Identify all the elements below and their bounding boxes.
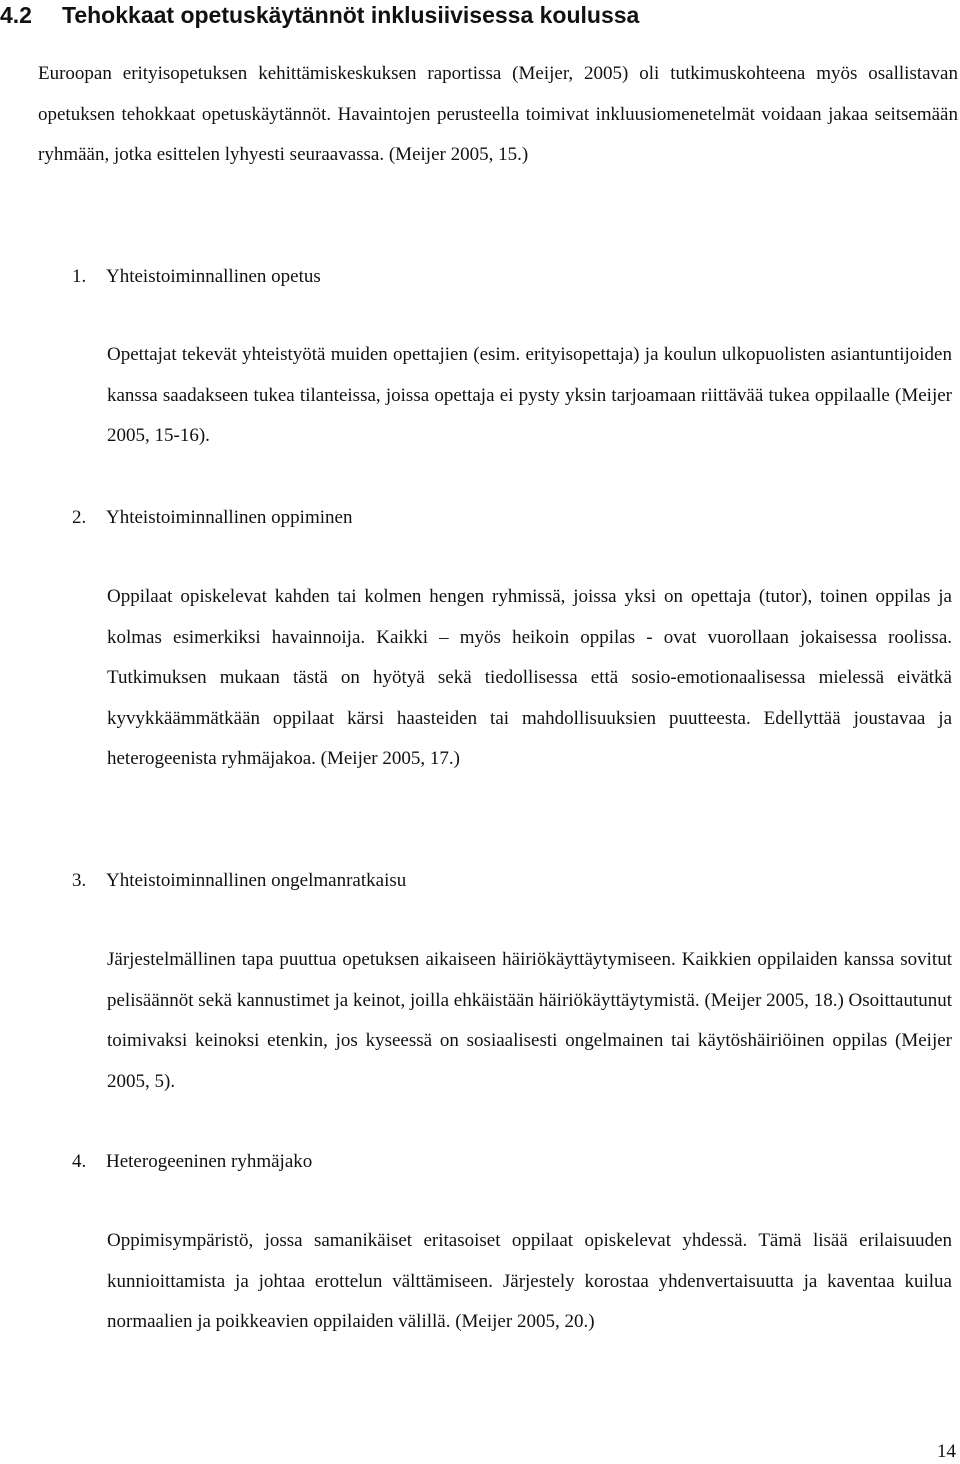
item-4-body: Oppimisympäristö, jossa samanikäiset eritasoiset oppilaat opiskelevat yhdessä. Tämä lisää erilaisuuden kunnioittamista ja johtaa erottelun välttämiseen. Järjestely korostaa yhdenvertaisuutta ja kaventaa kuilua normaalien ja poikkeavien oppilaiden välillä. (Meijer 2005, 20.) xyxy=(107,1230,952,1332)
item-1-heading xyxy=(72,262,321,292)
item-1-number: 1. xyxy=(72,266,87,287)
section-title: Tehokkaat opetuskäytännöt inklusiivisessa koulussa xyxy=(62,2,640,28)
item-3-number: 3. xyxy=(72,870,87,891)
item-2-body: Oppilaat opiskelevat kahden tai kolmen hengen ryhmissä, joissa yksi on opettaja (tutor), toinen oppilas ja kolmas esimerkiksi havainnoija. Kaikki – myös heikoin oppilas - ovat vuorollaan jokaisessa roolissa. Tutkimuksen mukaan tästä on hyötyä sekä tiedollisessa että sosio-emotionaalisessa mielessä eivätkä kyvykkäämmätkään oppilaat kärsi haasteiden tai mahdollisuuksien puutteesta. Edellyttää joustavaa ja heterogeenista ryhmäjakoa. (Meijer 2005, 17.) xyxy=(107,586,952,769)
item-4-number: 4. xyxy=(72,1151,87,1172)
intro-paragraph: Euroopan erityisopetuksen kehittämiskeskuksen raportissa (Meijer, 2005) oli tutkimuskohteena myös osallistavan opetuksen tehokkaat opetuskäytännöt. Havaintojen perusteella toimivat inkluusiomenetelmät voidaan jakaa seitsemään ryhmään, jotka esittelen lyhyesti seuraavassa. (Meijer 2005, 15.) xyxy=(38,63,958,165)
item-3-title: Yhteistoiminnallinen ongelmanratkaisu xyxy=(106,870,407,891)
item-4-heading xyxy=(72,1147,312,1177)
item-3-heading xyxy=(72,866,406,896)
item-2-heading xyxy=(72,503,352,533)
item-4-title: Heterogeeninen ryhmäjako xyxy=(106,1151,313,1172)
page-number: 14 xyxy=(937,1441,956,1462)
item-2-title: Yhteistoiminnallinen oppiminen xyxy=(106,507,353,528)
section-number: 4.2 xyxy=(0,2,32,28)
item-3-body: Järjestelmällinen tapa puuttua opetuksen aikaiseen häiriökäyttäytymiseen. Kaikkien oppilaiden kanssa sovitut pelisäännöt sekä kannustimet ja keinot, joilla ehkäistään häiriökäyttäytymistä. (Meijer 2005, 18.) Osoittautunut toimivaksi keinoksi etenkin, jos kyseessä on sosiaalisesti ongelmainen tai käytöshäiriöinen oppilas (Meijer 2005, 5). xyxy=(107,949,952,1092)
item-1-body: Opettajat tekevät yhteistyötä muiden opettajien (esim. erityisopettaja) ja koulun ulkopuolisten asiantuntijoiden kanssa saadakseen tukea tilanteissa, joissa opettaja ei pysty yksin tarjoamaan riittävää tukea oppilaalle (Meijer 2005, 15-16). xyxy=(107,344,952,446)
item-2-number: 2. xyxy=(72,507,87,528)
item-1-title: Yhteistoiminnallinen opetus xyxy=(106,266,321,287)
section-heading xyxy=(0,0,639,30)
